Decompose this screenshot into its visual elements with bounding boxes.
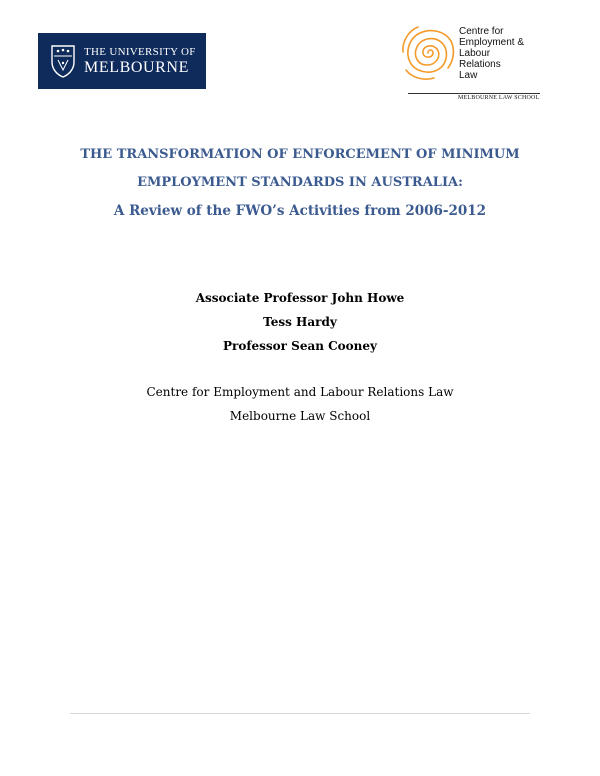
- author-list: [0, 286, 600, 358]
- uom-logo-line1: THE UNIVERSITY OF: [84, 46, 196, 58]
- affiliation-centre: Centre for Employment and Labour Relations Law: [146, 385, 454, 399]
- affiliation-school: Melbourne Law School: [229, 409, 371, 423]
- affiliation: [0, 380, 600, 428]
- author-2: Tess Hardy: [263, 315, 337, 329]
- celrl-logo-name: Centre for Employment & Labour Relations Law: [459, 26, 525, 81]
- footer-divider: [70, 713, 530, 714]
- subtitle-line: A Review of the FWO’s Activities from 2006-2012: [113, 203, 487, 219]
- university-of-melbourne-logo: [38, 33, 206, 89]
- celrl-logo: [398, 22, 543, 106]
- celrl-logo-school: MELBOURNE LAW SCHOOL: [458, 95, 540, 101]
- document-title: [0, 141, 600, 225]
- celrl-logo-rule: [408, 93, 540, 94]
- title-line-1: THE TRANSFORMATION OF ENFORCEMENT OF MINIMUM: [80, 147, 520, 162]
- university-crest-icon: [50, 44, 76, 78]
- title-line-2: EMPLOYMENT STANDARDS IN AUSTRALIA:: [137, 175, 463, 190]
- author-3: Professor Sean Cooney: [222, 339, 378, 353]
- uom-logo-line2: MELBOURNE: [84, 59, 189, 76]
- author-1: Associate Professor John Howe: [195, 291, 405, 305]
- swirl-icon: [398, 22, 458, 84]
